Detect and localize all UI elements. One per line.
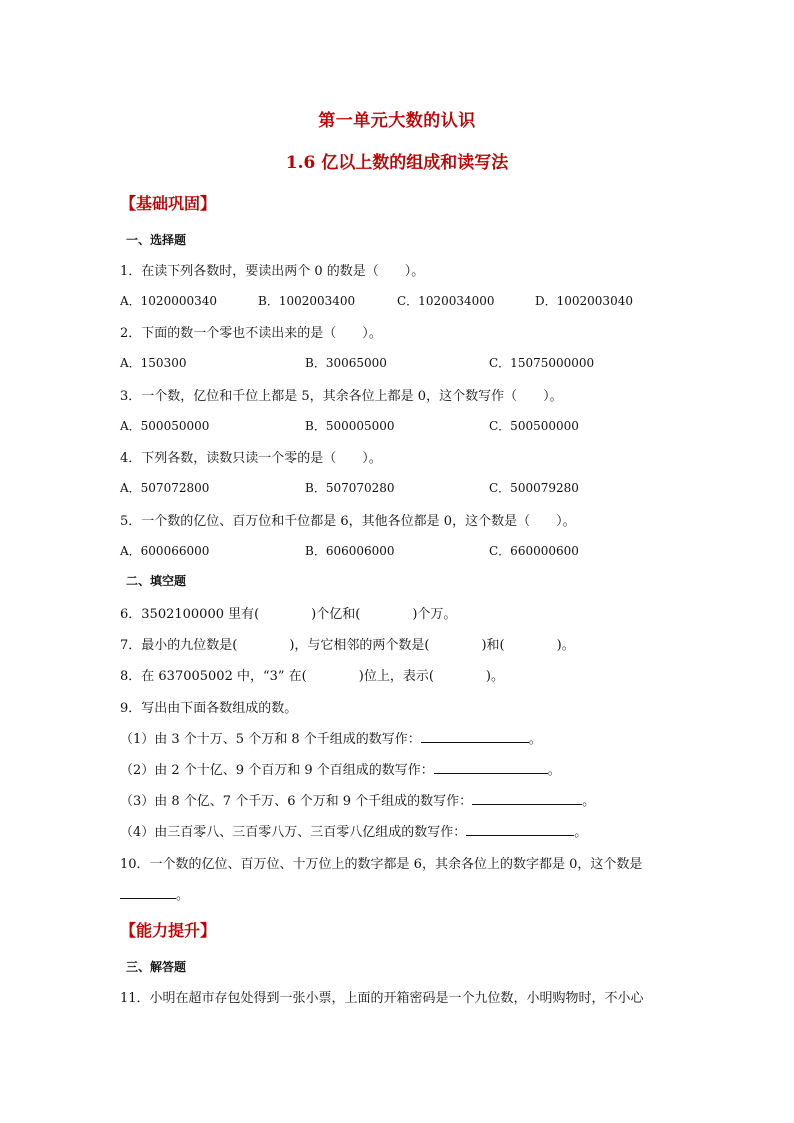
section-advanced: 【能力提升】 (120, 921, 217, 940)
option-b: B．606006000 (305, 544, 395, 558)
question-7: 7．最小的九位数是( )，与它相邻的两个数是( )和( )。 (120, 638, 575, 653)
option-b: B．500005000 (305, 419, 395, 433)
answer-blank[interactable] (421, 730, 529, 743)
option-c: C．660000600 (489, 544, 579, 558)
question-8: 8．在 637005002 中，“3” 在( )位上，表示( )。 (120, 669, 504, 684)
question-9-item-4 (120, 821, 587, 840)
answer-blank[interactable] (472, 792, 582, 805)
question-3: 3．一个数，亿位和千位上都是 5，其余各位上都是 0，这个数写作（ ）。 (120, 389, 563, 404)
question-1-options (120, 292, 680, 306)
option-a: A．600066000 (120, 544, 210, 558)
unit-title: 第一单元大数的认识 (318, 111, 476, 131)
item-end: 。 (574, 825, 588, 840)
item-end: 。 (582, 794, 596, 809)
question-2: 2．下面的数一个零也不读出来的是（ ）。 (120, 326, 382, 341)
question-9-item-2 (120, 759, 561, 778)
item-end: 。 (547, 763, 561, 778)
part-fill-in: 二、填空题 (126, 574, 187, 588)
answer-blank[interactable] (120, 886, 176, 899)
option-b: B．1002003400 (258, 294, 356, 308)
section-basic: 【基础巩固】 (120, 194, 217, 213)
option-a: A．507072800 (120, 481, 210, 495)
lesson-title: 1.6 亿以上数的组成和读写法 (285, 153, 509, 173)
question-9-item-3 (120, 790, 595, 809)
question-9: 9．写出由下面各数组成的数。 (120, 701, 298, 716)
option-c: C．500500000 (489, 419, 579, 433)
question-10: 10．一个数的亿位、百万位、十万位上的数字都是 6，其余各位上的数字都是 0，这个数是 (120, 857, 643, 872)
answer-end: 。 (176, 888, 190, 903)
item-text: （3）由 8 个亿、7 个千万、6 个万和 9 个千组成的数写作： (120, 794, 473, 809)
part-multiple-choice: 一、选择题 (126, 233, 187, 247)
item-end: 。 (528, 732, 542, 747)
question-11: 11．小明在超市存包处得到一张小票，上面的开箱密码是一个九位数，小明购物时，不小心 (120, 991, 644, 1006)
question-6: 6．3502100000 里有( )个亿和( )个万。 (120, 607, 457, 622)
option-a: A．150300 (120, 356, 187, 370)
question-5: 5．一个数的亿位、百万位和千位都是 6，其他各位都是 0，这个数是（ ）。 (120, 514, 576, 529)
option-b: B．30065000 (305, 356, 387, 370)
question-1: 1．在读下列各数时，要读出两个 0 的数是（ ）。 (120, 264, 425, 279)
option-b: B．507070280 (305, 481, 395, 495)
item-text: （1）由 3 个十万、5 个万和 8 个千组成的数写作： (120, 732, 421, 747)
question-2-options (120, 354, 680, 368)
question-9-item-1 (120, 728, 542, 747)
option-c: C．500079280 (489, 481, 579, 495)
answer-blank[interactable] (466, 823, 574, 836)
option-a: A．500050000 (120, 419, 210, 433)
option-c: C．15075000000 (489, 356, 595, 370)
item-text: （4）由三百零八、三百零八万、三百零八亿组成的数写作： (120, 825, 467, 840)
question-10-answer (120, 884, 189, 903)
option-d: D．1002003040 (535, 294, 633, 308)
question-3-options (120, 417, 680, 431)
option-a: A．1020000340 (120, 294, 218, 308)
question-4: 4．下列各数，读数只读一个零的是（ ）。 (120, 451, 382, 466)
answer-blank[interactable] (434, 761, 548, 774)
question-4-options (120, 479, 680, 493)
part-word-problems: 三、解答题 (126, 960, 187, 974)
item-text: （2）由 2 个十亿、9 个百万和 9 个百组成的数写作： (120, 763, 434, 778)
question-5-options (120, 542, 680, 556)
option-c: C．1020034000 (397, 294, 495, 308)
